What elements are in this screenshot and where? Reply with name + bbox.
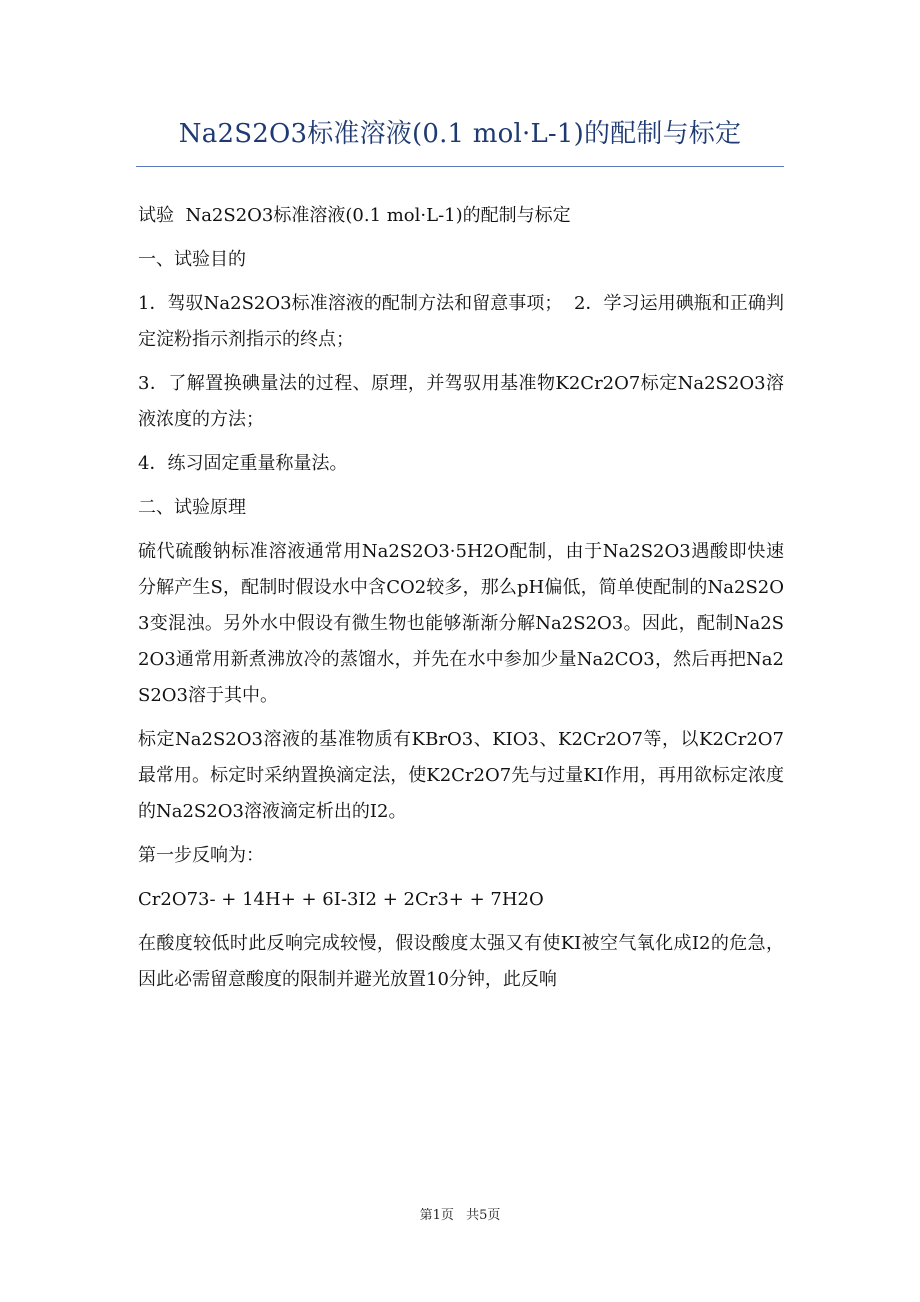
document-title: Na2S2O3标准溶液(0.1 mol·L-1)的配制与标定 (178, 119, 742, 149)
paragraph: 标定Na2S2O3溶液的基准物质有KBrO3、KIO3、K2Cr2O7等，以K2Cr2O7最常用。标定时采纳置换滴定法，使K2Cr2O7先与过量KI作用，再用欲标定浓度的Na2S2O3溶液滴定析出的I2。 (138, 729, 784, 822)
paragraph: 试验 Na2S2O3标准溶液(0.1 mol·L-1)的配制与标定 (138, 205, 571, 226)
chemical-equation: Cr2O73- + 14H+ + 6I-3I2 + 2Cr3+ + 7H2O (138, 889, 544, 910)
page-number: 第1页 (419, 1208, 454, 1223)
title-divider (136, 166, 784, 167)
paragraph: 1．驾驭Na2S2O3标准溶液的配制方法和留意事项； 2．学习运用碘瓶和正确判定淀粉指示剂指示的终点； (138, 293, 784, 350)
paragraph: 3．了解置换碘量法的过程、原理，并驾驭用基准物K2Cr2O7标定Na2S2O3溶液浓度的方法； (138, 373, 784, 430)
paragraph: 4．练习固定重量称量法。 (138, 453, 348, 474)
page-total: 共5页 (466, 1208, 501, 1223)
page-footer (0, 1207, 920, 1225)
paragraph: 第一步反响为： (138, 845, 264, 866)
section-heading: 二、试验原理 (138, 497, 246, 518)
paragraph: 在酸度较低时此反响完成较慢，假设酸度太强又有使KI被空气氧化成I2的危急，因此必需留意酸度的限制并避光放置10分钟，此反响 (138, 933, 784, 990)
paragraph: 硫代硫酸钠标准溶液通常用Na2S2O3·5H2O配制，由于Na2S2O3遇酸即快速分解产生S，配制时假设水中含CO2较多，那么pH偏低，简单使配制的Na2S2O3变混浊。另外水中假设有微生物也能够渐渐分解Na2S2O3。因此，配制Na2S2O3通常用新煮沸放冷的蒸馏水，并先在水中参加少量Na2CO3，然后再把Na2S2O3溶于其中。 (138, 541, 784, 706)
section-heading: 一、试验目的 (138, 249, 246, 270)
document-body (138, 198, 784, 1006)
